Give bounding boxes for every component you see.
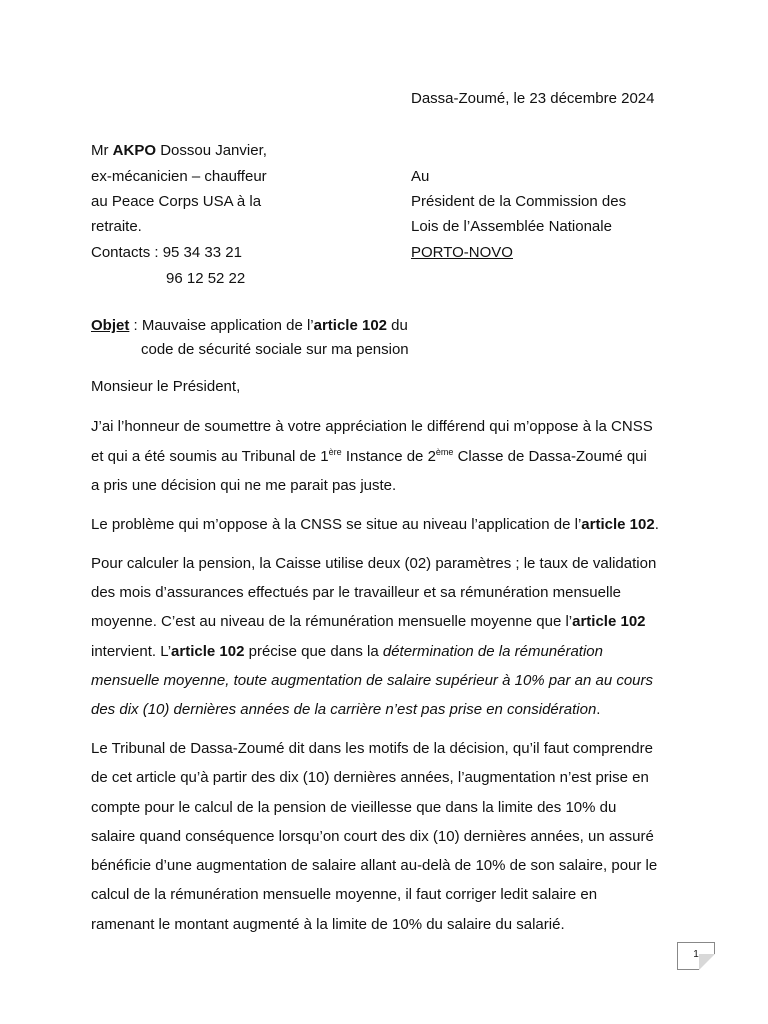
recipient-city: PORTO-NOVO <box>411 244 513 261</box>
sender-line2: ex-mécanicien – chauffeur <box>91 168 267 185</box>
sender-line4: retraite. <box>91 218 142 235</box>
object-label: Objet <box>91 317 130 334</box>
p1-line1: J’ai l’honneur de soumettre à votre appréciation le différend qui m’oppose à la CNSS <box>91 418 653 435</box>
p4-line7: ramenant le montant augmenté à la limite de 10% du salaire du salarié. <box>91 916 565 933</box>
page-curl-icon <box>699 954 715 970</box>
p3-line5: mensuelle moyenne, toute augmentation de salaire supérieur à 10% par an au cours <box>91 672 654 689</box>
sender-surname: AKPO <box>112 142 157 159</box>
recipient-line1: Au <box>411 168 430 185</box>
recipient-line2: Président de la Commission des <box>411 193 627 210</box>
p3-line3: moyenne. C’est au niveau de la rémunération mensuelle moyenne que l’article 102 <box>91 613 646 630</box>
p4-line6: calcul de la rémunération mensuelle moyenne, il faut corriger ledit salaire en <box>91 886 598 903</box>
p4-line4: salaire quand conséquence lorsqu’on court des dix (10) dernières années, un assuré <box>91 828 654 845</box>
page-number: 1 <box>693 949 699 960</box>
p3-line1: Pour calculer la pension, la Caisse utilise deux (02) paramètres ; le taux de validation <box>91 555 657 572</box>
p4-line1: Le Tribunal de Dassa-Zoumé dit dans les motifs de la décision, qu’il faut comprendre <box>91 740 653 757</box>
sender-line3: au Peace Corps USA à la <box>91 193 262 210</box>
p1-line3: a pris une décision qui ne me parait pas juste. <box>91 477 397 494</box>
salutation: Monsieur le Président, <box>91 378 241 395</box>
p4-line2: de cet article qu’à partir des dix (10) dernières années, l’augmentation n’est prise en <box>91 769 649 786</box>
p1-line2: et qui a été soumis au Tribunal de 1ère Instance de 2ème Classe de Dassa-Zoumé qui <box>91 447 647 465</box>
date-line: Dassa-Zoumé, le 23 décembre 2024 <box>411 90 655 107</box>
p4-line3: compte pour le calcul de la pension de vieillesse que dans la limite des 10% du <box>91 799 617 816</box>
sender-contacts: Contacts : 95 34 33 21 <box>91 244 242 261</box>
sender-phone2: 96 12 52 22 <box>166 270 246 287</box>
p3-line2: des mois d’assurances effectués par le travailleur et sa rémunération mensuelle <box>91 584 621 601</box>
p3-line6: des dix (10) dernières années de la carrière n’est pas prise en considération. <box>91 701 601 718</box>
p4-line5: bénéficie d’une augmentation de salaire allant au-delà de 10% de son salaire, pour le <box>91 857 658 874</box>
sender-name: Mr AKPO Dossou Janvier, <box>91 142 267 159</box>
recipient-line3: Lois de l’Assemblée Nationale <box>411 218 612 235</box>
object-article: article 102 <box>313 317 388 334</box>
p3-line4: intervient. L’article 102 précise que dans la détermination de la rémunération <box>91 643 603 660</box>
p2-line1: Le problème qui m’oppose à la CNSS se situe au niveau l’application de l’article 102. <box>91 516 659 533</box>
object-line2: code de sécurité sociale sur ma pension <box>141 341 409 358</box>
object-line: Objet : Mauvaise application de l’article 102 du <box>91 317 408 334</box>
page-number-box <box>677 942 715 970</box>
